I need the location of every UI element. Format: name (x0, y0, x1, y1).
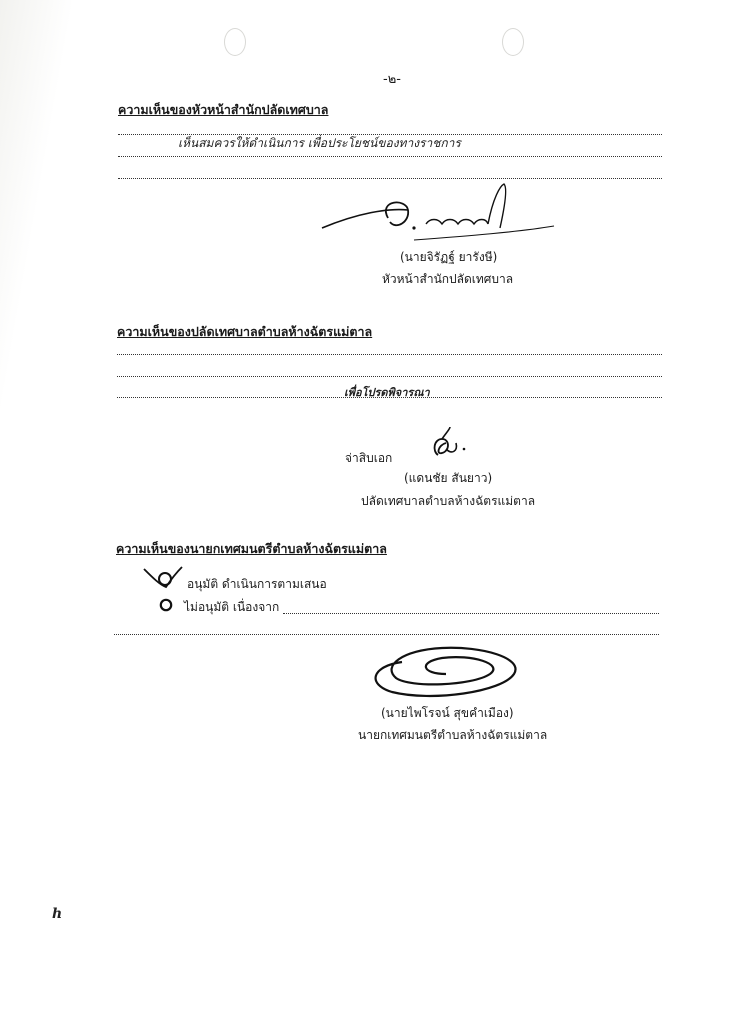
section3-signer-name: (นายไพโรจน์ สุขคำเมือง) (381, 706, 514, 720)
reject-radio-icon[interactable] (158, 598, 176, 614)
section2-handwritten-note: เพื่อโปรดพิจารณา (344, 386, 430, 399)
reject-reason-line[interactable] (283, 613, 659, 614)
section3-heading: ความเห็นของนายกเทศมนตรีตำบลห้างฉัตรแม่ตาล (116, 541, 387, 556)
margin-mark: h (52, 906, 63, 922)
section2-signature (428, 425, 468, 463)
section2-line-2 (117, 376, 662, 377)
section2-rank: จ่าสิบเอก (345, 451, 393, 465)
section1-line-2 (118, 156, 662, 157)
section1-signer-name: (นายจิรัฏฐ์ ยารังษี) (400, 250, 498, 264)
section1-handwritten-note: เห็นสมควรให้ดำเนินการ เพื่อประโยชน์ของทางราชการ (178, 136, 461, 150)
punch-hole-left (224, 28, 246, 56)
punch-hole-right (502, 28, 524, 56)
section1-heading: ความเห็นของหัวหน้าสำนักปลัดเทศบาล (118, 102, 329, 117)
section3-signer-position: นายกเทศมนตรีตำบลห้างฉัตรแม่ตาล (358, 728, 548, 742)
section2-heading: ความเห็นของปลัดเทศบาลตำบลห้างฉัตรแม่ตาล (117, 324, 373, 339)
section1-signature (318, 178, 558, 248)
reject-option-label: ไม่อนุมัติ เนื่องจาก (184, 600, 280, 614)
section1-signer-position: หัวหน้าสำนักปลัดเทศบาล (382, 272, 514, 286)
page-number: -๒- (383, 72, 401, 87)
section2-signer-name: (แดนชัย สันยาว) (404, 471, 493, 485)
approve-check-icon[interactable] (142, 565, 184, 591)
section3-line-2 (114, 634, 659, 635)
section2-line-1 (117, 354, 662, 355)
approve-option-label: อนุมัติ ดำเนินการตามเสนอ (187, 577, 327, 591)
section3-signature (362, 640, 522, 704)
section2-signer-position: ปลัดเทศบาลตำบลห้างฉัตรแม่ตาล (361, 494, 536, 508)
